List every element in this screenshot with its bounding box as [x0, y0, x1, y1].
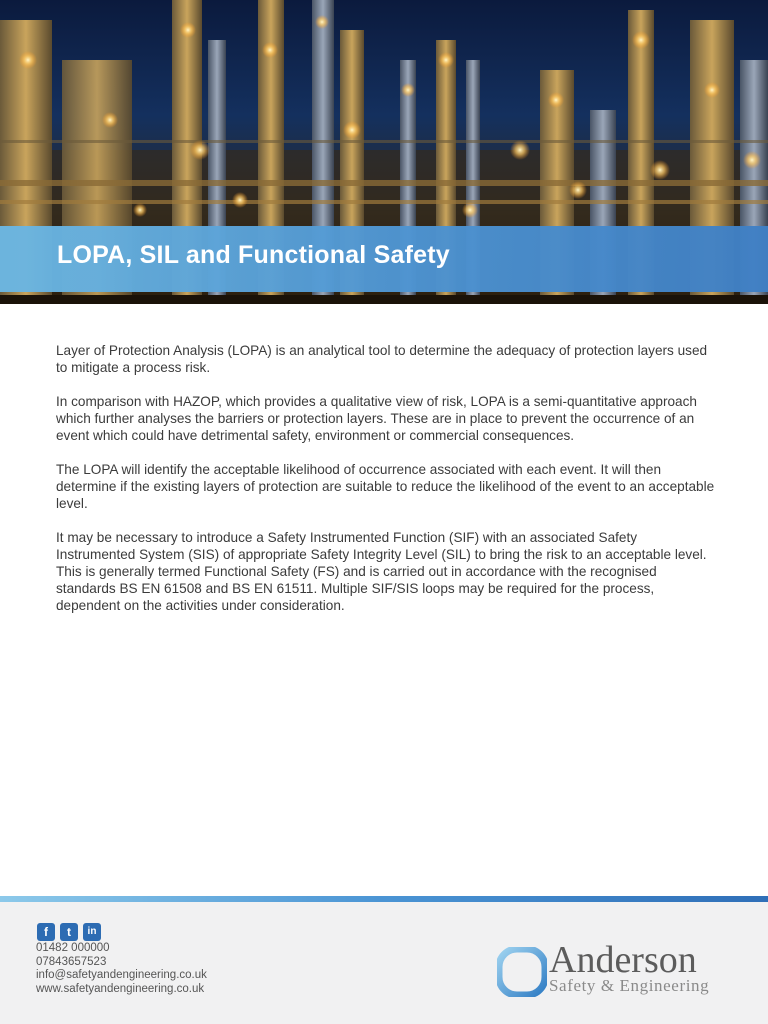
paragraph-3: The LOPA will identify the acceptable likelihood of occurrence associated with each event. It will then determine if the existing layers of protection are suitable to reduce the likelihood of the event to an acceptable level.: [56, 462, 715, 511]
phone-number: 01482 000000: [36, 942, 110, 954]
page-title: LOPA, SIL and Functional Safety: [57, 241, 450, 269]
paragraph-2: In comparison with HAZOP, which provides a qualitative view of risk, LOPA is a semi-quantitative approach which further analyses the barriers or protection layers. These are in place to prevent the occurrence of an event which could have detrimental safety, environment or commercial consequences.: [56, 394, 697, 443]
logo-name: Anderson: [549, 939, 697, 981]
company-logo: [497, 939, 737, 1002]
body-content: [56, 342, 716, 631]
logo-ring-icon: [497, 947, 547, 997]
paragraph-4: It may be necessary to introduce a Safety Instrumented Function (SIF) with an associated Safety Instrumented System (SIS) of appropriate Safety Integrity Level (SIL) to bring the risk to an acceptable level. This is generally termed Functional Safety (FS) and is carried out in accordance with the recognised standards BS EN 61508 and BS EN 61511. Multiple SIF/SIS loops may be required for the process, dependent on the activities under consideration.: [56, 530, 707, 613]
twitter-icon[interactable]: t: [60, 923, 78, 941]
logo-subtitle: Safety & Engineering: [549, 976, 710, 995]
facebook-icon[interactable]: f: [37, 923, 55, 941]
social-links: [37, 923, 101, 941]
email-link[interactable]: info@safetyandengineering.co.uk: [36, 969, 207, 981]
mobile-number: 07843657523: [36, 955, 107, 968]
website-link[interactable]: www.safetyandengineering.co.uk: [36, 982, 205, 995]
paragraph-1: Layer of Protection Analysis (LOPA) is an analytical tool to determine the adequacy of protection layers used to mitigate a process risk.: [56, 343, 708, 375]
contact-details: [36, 942, 207, 996]
linkedin-icon[interactable]: in: [83, 923, 101, 941]
